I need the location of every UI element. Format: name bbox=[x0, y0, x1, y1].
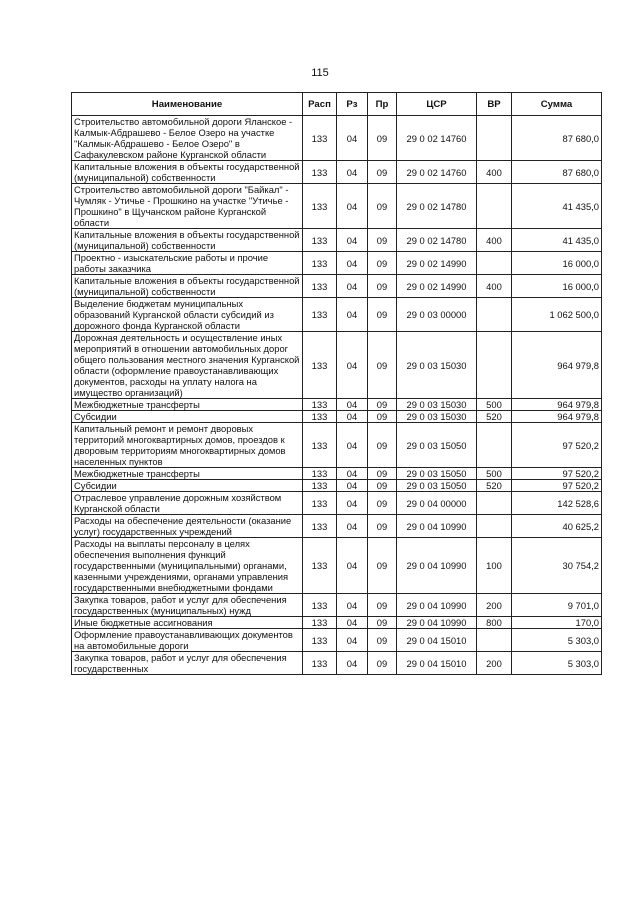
cell-sum: 5 303,0 bbox=[512, 629, 602, 652]
cell-csr: 29 0 04 15010 bbox=[397, 629, 477, 652]
cell-name: Строительство автомобильной дороги "Байкал" - Чумляк - Утичье - Прошкино на участке "Утичье - Прошкино" в Щучанском районе Курганской области bbox=[72, 184, 303, 229]
header-csr: ЦСР bbox=[397, 93, 477, 116]
cell-rasp: 133 bbox=[303, 538, 337, 594]
cell-rasp: 133 bbox=[303, 298, 337, 332]
cell-pr: 09 bbox=[368, 492, 397, 515]
cell-sum: 16 000,0 bbox=[512, 275, 602, 298]
cell-pr: 09 bbox=[368, 594, 397, 617]
cell-csr: 29 0 04 10990 bbox=[397, 617, 477, 629]
cell-csr: 29 0 04 15010 bbox=[397, 652, 477, 675]
header-rasp: Расп bbox=[303, 93, 337, 116]
cell-vr: 520 bbox=[477, 411, 512, 423]
cell-name: Межбюджетные трансферты bbox=[72, 468, 303, 480]
cell-vr bbox=[477, 515, 512, 538]
cell-pr: 09 bbox=[368, 332, 397, 399]
cell-rasp: 133 bbox=[303, 594, 337, 617]
cell-pr: 09 bbox=[368, 480, 397, 492]
cell-rz: 04 bbox=[337, 594, 368, 617]
cell-pr: 09 bbox=[368, 652, 397, 675]
cell-name: Капитальные вложения в объекты государственной (муниципальной) собственности bbox=[72, 161, 303, 184]
cell-sum: 1 062 500,0 bbox=[512, 298, 602, 332]
cell-pr: 09 bbox=[368, 116, 397, 161]
table-row bbox=[72, 492, 602, 515]
cell-csr: 29 0 04 10990 bbox=[397, 594, 477, 617]
header-rz: Рз bbox=[337, 93, 368, 116]
cell-rz: 04 bbox=[337, 161, 368, 184]
cell-rz: 04 bbox=[337, 399, 368, 411]
table-row bbox=[72, 116, 602, 161]
cell-vr bbox=[477, 423, 512, 468]
cell-name: Иные бюджетные ассигнования bbox=[72, 617, 303, 629]
table-row bbox=[72, 399, 602, 411]
cell-pr: 09 bbox=[368, 229, 397, 252]
cell-sum: 142 528,6 bbox=[512, 492, 602, 515]
cell-name: Капитальный ремонт и ремонт дворовых территорий многоквартирных домов, проездов к дворовым территориям многоквартирных домов населенных пунктов bbox=[72, 423, 303, 468]
cell-vr bbox=[477, 184, 512, 229]
cell-rz: 04 bbox=[337, 332, 368, 399]
cell-pr: 09 bbox=[368, 184, 397, 229]
cell-csr: 29 0 04 00000 bbox=[397, 492, 477, 515]
cell-rasp: 133 bbox=[303, 252, 337, 275]
cell-pr: 09 bbox=[368, 298, 397, 332]
cell-name: Оформление правоустанавливающих документов на автомобильные дороги bbox=[72, 629, 303, 652]
cell-name: Межбюджетные трансферты bbox=[72, 399, 303, 411]
cell-pr: 09 bbox=[368, 411, 397, 423]
table-row bbox=[72, 411, 602, 423]
cell-rasp: 133 bbox=[303, 629, 337, 652]
cell-rasp: 133 bbox=[303, 332, 337, 399]
table-row bbox=[72, 275, 602, 298]
cell-name: Отраслевое управление дорожным хозяйством Курганской области bbox=[72, 492, 303, 515]
cell-rasp: 133 bbox=[303, 423, 337, 468]
cell-pr: 09 bbox=[368, 538, 397, 594]
cell-name: Закупка товаров, работ и услуг для обеспечения государственных (муниципальных) нужд bbox=[72, 594, 303, 617]
cell-name: Субсидии bbox=[72, 480, 303, 492]
cell-csr: 29 0 02 14760 bbox=[397, 116, 477, 161]
cell-rz: 04 bbox=[337, 617, 368, 629]
cell-sum: 16 000,0 bbox=[512, 252, 602, 275]
cell-vr: 500 bbox=[477, 399, 512, 411]
cell-vr: 400 bbox=[477, 275, 512, 298]
table-row bbox=[72, 184, 602, 229]
cell-sum: 170,0 bbox=[512, 617, 602, 629]
table-row bbox=[72, 332, 602, 399]
cell-sum: 9 701,0 bbox=[512, 594, 602, 617]
cell-rz: 04 bbox=[337, 184, 368, 229]
cell-sum: 97 520,2 bbox=[512, 480, 602, 492]
cell-sum: 30 754,2 bbox=[512, 538, 602, 594]
table-row bbox=[72, 161, 602, 184]
header-row bbox=[72, 93, 602, 116]
cell-rasp: 133 bbox=[303, 275, 337, 298]
table-row bbox=[72, 423, 602, 468]
cell-csr: 29 0 02 14990 bbox=[397, 252, 477, 275]
cell-csr: 29 0 04 10990 bbox=[397, 515, 477, 538]
cell-name: Капитальные вложения в объекты государственной (муниципальной) собственности bbox=[72, 275, 303, 298]
cell-sum: 97 520,2 bbox=[512, 468, 602, 480]
cell-rz: 04 bbox=[337, 116, 368, 161]
cell-pr: 09 bbox=[368, 423, 397, 468]
cell-sum: 97 520,2 bbox=[512, 423, 602, 468]
table-row bbox=[72, 538, 602, 594]
table-row bbox=[72, 252, 602, 275]
table-row bbox=[72, 617, 602, 629]
header-vr: ВР bbox=[477, 93, 512, 116]
cell-name: Субсидии bbox=[72, 411, 303, 423]
cell-sum: 964 979,8 bbox=[512, 411, 602, 423]
cell-name: Выделение бюджетам муниципальных образований Курганской области субсидий из дорожного фонда Курганской области bbox=[72, 298, 303, 332]
cell-vr bbox=[477, 252, 512, 275]
cell-vr bbox=[477, 332, 512, 399]
cell-sum: 40 625,2 bbox=[512, 515, 602, 538]
table-row bbox=[72, 298, 602, 332]
budget-table bbox=[71, 92, 602, 675]
cell-sum: 5 303,0 bbox=[512, 652, 602, 675]
cell-name: Капитальные вложения в объекты государственной (муниципальной) собственности bbox=[72, 229, 303, 252]
cell-csr: 29 0 04 10990 bbox=[397, 538, 477, 594]
cell-csr: 29 0 02 14780 bbox=[397, 229, 477, 252]
header-sum: Сумма bbox=[512, 93, 602, 116]
table-row bbox=[72, 652, 602, 675]
cell-name: Строительство автомобильной дороги Яланское - Калмык-Абдрашево - Белое Озеро на участке "Калмык-Абдрашево - Белое Озеро" в Сафакулевском районе Курганской области bbox=[72, 116, 303, 161]
cell-vr: 100 bbox=[477, 538, 512, 594]
cell-sum: 87 680,0 bbox=[512, 161, 602, 184]
cell-vr: 400 bbox=[477, 161, 512, 184]
cell-rz: 04 bbox=[337, 515, 368, 538]
cell-rz: 04 bbox=[337, 275, 368, 298]
cell-vr: 200 bbox=[477, 652, 512, 675]
cell-vr: 200 bbox=[477, 594, 512, 617]
cell-rz: 04 bbox=[337, 252, 368, 275]
cell-name: Проектно - изыскательские работы и прочие работы заказчика bbox=[72, 252, 303, 275]
cell-pr: 09 bbox=[368, 275, 397, 298]
cell-csr: 29 0 03 15030 bbox=[397, 411, 477, 423]
cell-rasp: 133 bbox=[303, 652, 337, 675]
cell-sum: 41 435,0 bbox=[512, 229, 602, 252]
cell-rz: 04 bbox=[337, 423, 368, 468]
cell-rasp: 133 bbox=[303, 411, 337, 423]
cell-csr: 29 0 02 14990 bbox=[397, 275, 477, 298]
page-number: 115 bbox=[311, 67, 329, 79]
cell-rasp: 133 bbox=[303, 617, 337, 629]
cell-name: Дорожная деятельность и осуществление иных мероприятий в отношении автомобильных дорог общего пользования местного значения Курганской области (оформление правоустанавливающих документов, расходы на уплату налога на имущество организаций) bbox=[72, 332, 303, 399]
cell-pr: 09 bbox=[368, 515, 397, 538]
cell-rasp: 133 bbox=[303, 468, 337, 480]
cell-rasp: 133 bbox=[303, 161, 337, 184]
cell-pr: 09 bbox=[368, 629, 397, 652]
cell-pr: 09 bbox=[368, 617, 397, 629]
cell-rz: 04 bbox=[337, 468, 368, 480]
cell-csr: 29 0 03 15030 bbox=[397, 332, 477, 399]
cell-vr: 520 bbox=[477, 480, 512, 492]
cell-csr: 29 0 03 15050 bbox=[397, 468, 477, 480]
cell-sum: 87 680,0 bbox=[512, 116, 602, 161]
cell-rasp: 133 bbox=[303, 492, 337, 515]
table-body bbox=[72, 116, 602, 675]
cell-rz: 04 bbox=[337, 629, 368, 652]
cell-csr: 29 0 02 14780 bbox=[397, 184, 477, 229]
header-pr: Пр bbox=[368, 93, 397, 116]
cell-vr: 800 bbox=[477, 617, 512, 629]
cell-rz: 04 bbox=[337, 538, 368, 594]
cell-pr: 09 bbox=[368, 399, 397, 411]
cell-rasp: 133 bbox=[303, 515, 337, 538]
cell-csr: 29 0 03 15050 bbox=[397, 480, 477, 492]
cell-csr: 29 0 03 15050 bbox=[397, 423, 477, 468]
cell-vr: 500 bbox=[477, 468, 512, 480]
cell-rasp: 133 bbox=[303, 116, 337, 161]
cell-vr bbox=[477, 298, 512, 332]
cell-vr bbox=[477, 492, 512, 515]
cell-csr: 29 0 03 00000 bbox=[397, 298, 477, 332]
cell-pr: 09 bbox=[368, 161, 397, 184]
table-row bbox=[72, 229, 602, 252]
cell-name: Расходы на выплаты персоналу в целях обеспечения выполнения функций государственными (муниципальными) органами, казенными учреждениями, органами управления государственными внебюджетными фондами bbox=[72, 538, 303, 594]
cell-vr bbox=[477, 116, 512, 161]
table-row bbox=[72, 594, 602, 617]
cell-pr: 09 bbox=[368, 468, 397, 480]
cell-rasp: 133 bbox=[303, 480, 337, 492]
cell-rasp: 133 bbox=[303, 399, 337, 411]
cell-sum: 41 435,0 bbox=[512, 184, 602, 229]
cell-rasp: 133 bbox=[303, 184, 337, 229]
cell-vr: 400 bbox=[477, 229, 512, 252]
cell-sum: 964 979,8 bbox=[512, 399, 602, 411]
cell-rz: 04 bbox=[337, 229, 368, 252]
cell-rz: 04 bbox=[337, 411, 368, 423]
table-row bbox=[72, 480, 602, 492]
table-row bbox=[72, 629, 602, 652]
cell-pr: 09 bbox=[368, 252, 397, 275]
table-row bbox=[72, 468, 602, 480]
cell-sum: 964 979,8 bbox=[512, 332, 602, 399]
cell-csr: 29 0 02 14760 bbox=[397, 161, 477, 184]
table-row bbox=[72, 515, 602, 538]
cell-rz: 04 bbox=[337, 480, 368, 492]
cell-rz: 04 bbox=[337, 492, 368, 515]
header-name: Наименование bbox=[72, 93, 303, 116]
cell-csr: 29 0 03 15030 bbox=[397, 399, 477, 411]
cell-rasp: 133 bbox=[303, 229, 337, 252]
cell-name: Закупка товаров, работ и услуг для обеспечения государственных bbox=[72, 652, 303, 675]
cell-rz: 04 bbox=[337, 652, 368, 675]
cell-rz: 04 bbox=[337, 298, 368, 332]
cell-vr bbox=[477, 629, 512, 652]
cell-name: Расходы на обеспечение деятельности (оказание услуг) государственных учреждений bbox=[72, 515, 303, 538]
